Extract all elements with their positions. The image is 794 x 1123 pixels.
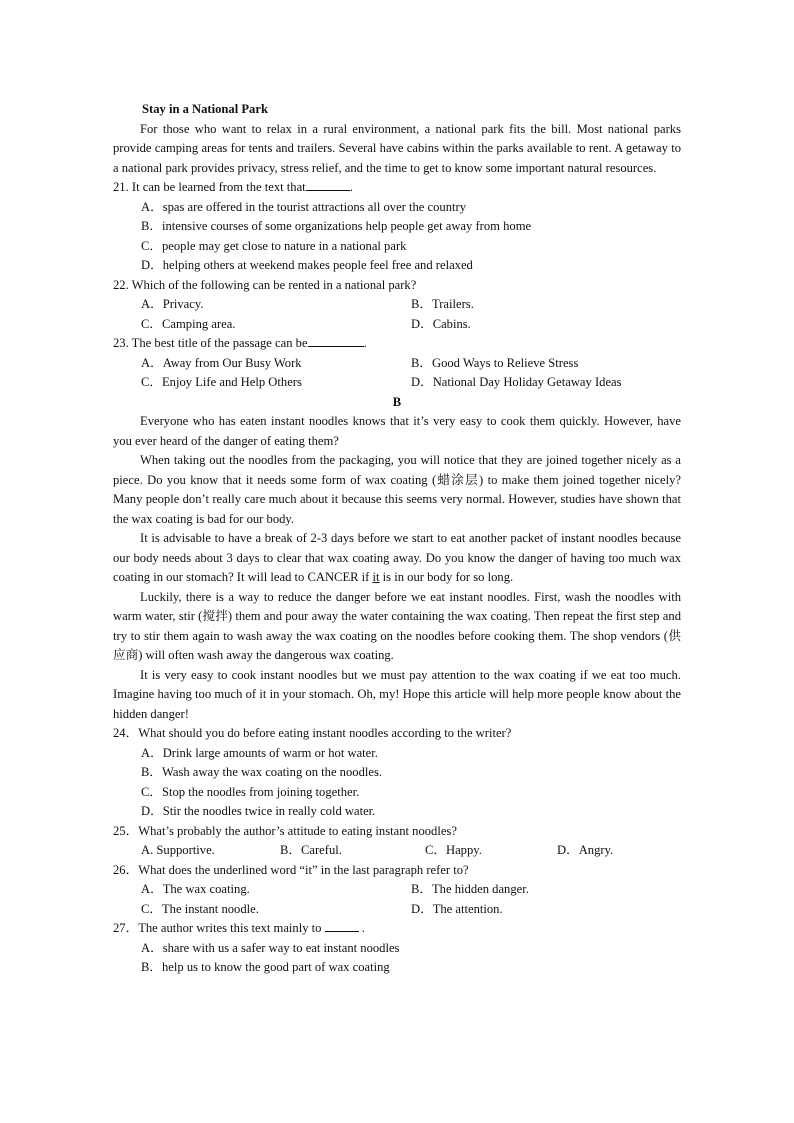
q22-options-row-2 [113, 315, 681, 335]
question-21-stem: 21. It can be learned from the text that [113, 180, 306, 194]
q22-option-b: B．Trailers. [411, 297, 474, 311]
q21-option-a: A．spas are offered in the tourist attractions all over the country [141, 199, 467, 214]
q22-options-row-1 [113, 295, 681, 315]
question-25: 25．What’s probably the author’s attitude to eating instant noodles? [113, 823, 457, 838]
question-26: 26．What does the underlined word “it” in the last paragraph refer to? [113, 862, 469, 877]
q23-options-row-1 [113, 354, 681, 374]
section-heading-b: B [392, 394, 402, 409]
question-21-end: . [349, 180, 353, 194]
q25-options-row [113, 841, 681, 861]
q23-option-a: A．Away from Our Busy Work [141, 355, 302, 370]
q26-option-c: C．The instant noodle. [141, 901, 259, 916]
q23-option-b: B．Good Ways to Relieve Stress [411, 355, 579, 370]
q21-option-b: B．intensive courses of some organizations help people get away from home [141, 219, 532, 233]
answer-blank [325, 919, 359, 932]
q24-option-b: B．Wash away the wax coating on the noodles. [141, 765, 383, 779]
passage-b-paragraph-1: Everyone who has eaten instant noodles knows that it’s very easy to cook them quickly. However, have you ever heard of the danger of eating them? [113, 414, 681, 448]
passage-b-paragraph-5: It is very easy to cook instant noodles but we must pay attention to the wax coating if we eat too much. Imagine having too much of it in your stomach. Oh, my! Hope this article will help more people know about the hidden danger! [113, 667, 681, 721]
q24-option-d: D．Stir the noodles twice in really cold water. [141, 804, 376, 818]
q27-option-b: B．help us to know the good part of wax coating [141, 960, 390, 974]
exam-page [113, 100, 681, 978]
p3-text-a: It is advisable to have a break of 2-3 days before we start to eat another packet of instant noodles because our body needs about 3 days to clear that wax coating away. Do you know the danger of having too much wax coating in our stomach? It will lead to CANCER if [113, 531, 681, 584]
underlined-word: it [372, 570, 380, 584]
q26-option-b: B．The hidden danger. [411, 882, 529, 896]
q25-option-a: A. Supportive. [141, 843, 215, 857]
q23-option-c: C．Enjoy Life and Help Others [141, 375, 302, 389]
q23-option-d: D．National Day Holiday Getaway Ideas [411, 375, 622, 389]
q26-options-row-2 [113, 900, 681, 920]
question-22: 22. Which of the following can be rented in a national park? [113, 277, 417, 292]
answer-blank [308, 334, 364, 347]
passage-b-paragraph-3 [113, 529, 681, 588]
question-24: 24．What should you do before eating instant noodles according to the writer? [113, 726, 512, 740]
question-23-end: . [363, 336, 367, 350]
question-27-stem: 27．The author writes this text mainly to [113, 921, 322, 935]
q26-options-row-1 [113, 880, 681, 900]
q22-option-c: C．Camping area. [141, 316, 236, 331]
passage-title: Stay in a National Park [142, 102, 268, 116]
q25-option-c: C．Happy. [425, 843, 482, 857]
q21-option-d: D．helping others at weekend makes people feel free and relaxed [141, 258, 473, 272]
q26-option-d: D．The attention. [411, 901, 503, 916]
q24-option-a: A．Drink large amounts of warm or hot water. [141, 745, 378, 760]
q22-option-d: D．Cabins. [411, 316, 471, 331]
question-23 [113, 334, 681, 354]
q23-options-row-2 [113, 373, 681, 393]
question-23-stem: 23. The best title of the passage can be [113, 336, 308, 350]
q24-option-c: C．Stop the noodles from joining together. [141, 784, 360, 799]
q22-option-a: A．Privacy. [141, 297, 204, 311]
question-27 [113, 919, 681, 939]
q21-option-c: C．people may get close to nature in a national park [141, 238, 407, 253]
passage-a-paragraph: For those who want to relax in a rural environment, a national park fits the bill. Most national parks provide camping areas for tents and trailers. Several have cabins within the parks available to rent. A getaway to a national park provides privacy, stress relief, and the time to get to know some important natural resources. [113, 121, 681, 175]
passage-b-paragraph-4: Luckily, there is a way to reduce the danger before we eat instant noodles. First, wash the noodles with warm water, stir (搅拌) them and pour away the water containing the wax coating. Then repeat the first step and try to stir them again to wash away the wax coating on the noodles before cooking them. The shop vendors (供应商) will often wash away the dangerous wax coating. [113, 589, 681, 662]
q27-option-a: A．share with us a safer way to eat instant noodles [141, 940, 400, 955]
p3-text-b: is in our body for so long. [379, 570, 514, 584]
q25-option-b: B．Careful. [280, 843, 342, 857]
passage-b-paragraph-2: When taking out the noodles from the packaging, you will notice that they are joined together nicely as a piece. Do you know that it needs some form of wax coating (蜡涂层) to make them joined together nicely? Many people don’t really care much about it because this seems very normal. However, studies have shown that the wax coating is bad for our body. [113, 453, 681, 526]
q26-option-a: A．The wax coating. [141, 882, 250, 896]
question-21 [113, 178, 681, 198]
q25-option-d: D．Angry. [557, 843, 614, 857]
answer-blank [306, 178, 350, 191]
question-27-end: . [361, 921, 365, 935]
